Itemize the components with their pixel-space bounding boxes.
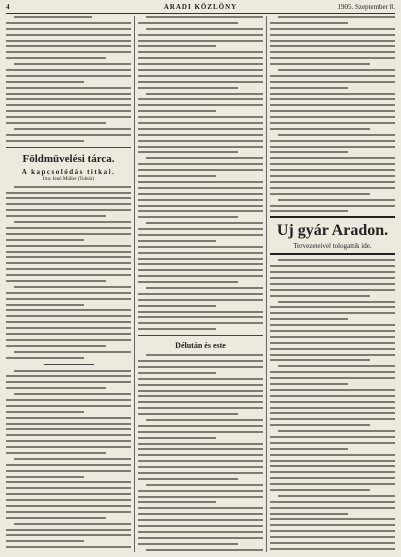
text-line: [6, 51, 131, 53]
text-line: [6, 251, 131, 253]
text-line: [138, 87, 238, 89]
text-line: [6, 339, 131, 341]
text-line: [6, 203, 131, 205]
text-line: [270, 336, 395, 338]
text-line: [6, 75, 131, 77]
text-line: [138, 22, 238, 24]
section-rule: [138, 335, 263, 336]
article-text: [138, 16, 263, 330]
text-line: [270, 330, 395, 332]
text-line: [6, 440, 131, 442]
section-subtitle: A kapcsolódás titkai.: [21, 167, 116, 176]
text-line: [138, 252, 263, 254]
text-line: [278, 16, 395, 18]
text-line: [138, 69, 263, 71]
text-line: [6, 110, 131, 112]
text-line: [270, 489, 370, 491]
text-line: [138, 187, 263, 189]
text-line: [6, 93, 131, 95]
text-line: [270, 507, 395, 509]
text-line: [6, 529, 131, 531]
text-line: [270, 312, 395, 314]
text-line: [270, 140, 395, 142]
text-line: [270, 389, 395, 391]
text-line: [138, 81, 263, 83]
text-line: [138, 146, 263, 148]
text-line: [138, 263, 263, 265]
text-line: [138, 407, 263, 409]
text-line: [270, 277, 395, 279]
text-line: [270, 128, 370, 130]
text-line: [146, 354, 263, 356]
text-line: [270, 93, 395, 95]
text-line: [270, 271, 395, 273]
text-line: [6, 104, 131, 106]
text-line: [270, 205, 395, 207]
column-separator: [266, 16, 267, 552]
text-line: [270, 542, 395, 544]
text-line: [270, 151, 348, 153]
text-line: [138, 322, 263, 324]
header-rule: [6, 13, 395, 14]
text-line: [6, 262, 131, 264]
text-line: [270, 460, 395, 462]
text-line: [6, 387, 106, 389]
text-line: [138, 40, 263, 42]
text-line: [138, 228, 263, 230]
text-line: [6, 327, 131, 329]
text-line: [270, 407, 395, 409]
text-line: [6, 57, 106, 59]
text-line: [270, 122, 395, 124]
text-line: [6, 517, 106, 519]
text-line: [270, 524, 395, 526]
text-line: [270, 193, 370, 195]
text-line: [270, 436, 395, 438]
text-line: [138, 431, 263, 433]
newspaper-title: ARADI KÖZLÖNY: [163, 3, 238, 11]
text-line: [138, 151, 238, 153]
text-line: [6, 481, 131, 483]
text-line: [6, 87, 131, 89]
text-line: [270, 548, 395, 550]
text-line: [270, 418, 395, 420]
text-line: [138, 163, 263, 165]
text-line: [138, 240, 216, 242]
text-line: [270, 454, 395, 456]
text-line: [278, 134, 395, 136]
text-line: [138, 128, 263, 130]
text-line: [270, 63, 370, 65]
text-line: [278, 199, 395, 201]
text-line: [270, 81, 395, 83]
text-line: [6, 22, 131, 24]
text-line: [146, 93, 263, 95]
text-line: [138, 104, 263, 106]
text-line: [6, 511, 131, 513]
text-line: [138, 360, 263, 362]
text-line: [270, 412, 395, 414]
text-line: [6, 505, 131, 507]
text-line: [6, 292, 131, 294]
text-line: [138, 378, 263, 380]
section-heading: Délután és este: [175, 341, 226, 351]
text-line: [6, 256, 131, 258]
section-rule: [6, 147, 131, 148]
running-head: [6, 3, 395, 13]
text-line: [6, 381, 131, 383]
text-line: [138, 299, 263, 301]
text-line: [270, 51, 395, 53]
text-line: [138, 110, 216, 112]
text-line: [6, 215, 106, 217]
text-line: [146, 287, 263, 289]
text-line: [6, 122, 106, 124]
text-line: [146, 16, 263, 18]
text-line: [138, 454, 263, 456]
text-line: [14, 186, 131, 188]
text-line: [138, 425, 263, 427]
text-line: [270, 40, 395, 42]
text-line: [14, 286, 131, 288]
text-line: [6, 333, 131, 335]
text-line: [6, 470, 131, 472]
text-line: [270, 34, 395, 36]
text-line: [270, 465, 395, 467]
text-line: [138, 216, 238, 218]
text-line: [138, 531, 263, 533]
text-line: [6, 315, 131, 317]
text-line: [138, 140, 263, 142]
text-line: [270, 483, 395, 485]
text-line: [6, 417, 131, 419]
text-line: [6, 140, 84, 142]
text-line: [270, 348, 395, 350]
text-line: [270, 157, 395, 159]
text-line: [6, 69, 131, 71]
text-line: [6, 434, 131, 436]
text-line: [14, 351, 131, 353]
text-line: [6, 375, 131, 377]
text-line: [138, 372, 216, 374]
text-line: [270, 518, 395, 520]
text-line: [270, 513, 348, 515]
text-line: [6, 493, 131, 495]
text-line: [14, 16, 92, 18]
text-line: [6, 197, 131, 199]
text-line: [14, 63, 131, 65]
text-line: [6, 546, 131, 548]
text-line: [14, 370, 131, 372]
text-line: [6, 464, 131, 466]
text-line: [270, 442, 395, 444]
text-line: [138, 98, 263, 100]
text-line: [270, 181, 395, 183]
column-1: [6, 16, 131, 552]
column-2: [138, 16, 263, 552]
text-line: [270, 324, 395, 326]
text-line: [138, 34, 263, 36]
text-line: [146, 28, 263, 30]
text-line: [146, 157, 263, 159]
text-line: [138, 507, 263, 509]
text-line: [6, 357, 84, 359]
text-line: [146, 484, 263, 486]
text-line: [270, 169, 395, 171]
text-line: [138, 193, 263, 195]
text-line: [6, 192, 131, 194]
text-line: [14, 523, 131, 525]
article-text: [6, 370, 131, 552]
text-line: [138, 537, 263, 539]
text-line: [270, 471, 395, 473]
text-line: [6, 446, 131, 448]
text-line: [138, 134, 263, 136]
text-line: [138, 448, 263, 450]
text-line: [270, 536, 395, 538]
text-line: [6, 309, 131, 311]
text-line: [6, 227, 131, 229]
text-line: [138, 63, 263, 65]
text-line: [270, 116, 395, 118]
text-line: [138, 45, 216, 47]
text-line: [138, 316, 263, 318]
text-line: [138, 466, 263, 468]
text-line: [138, 175, 216, 177]
text-line: [278, 69, 395, 71]
text-line: [138, 311, 263, 313]
article-text: [270, 16, 395, 212]
article-text: [270, 259, 395, 552]
text-line: [270, 448, 348, 450]
text-line: [278, 259, 395, 261]
section-title: Földmüvelési tárca.: [22, 152, 115, 165]
text-line: [138, 281, 238, 283]
text-line: [270, 377, 395, 379]
text-line: [270, 57, 395, 59]
text-line: [6, 476, 84, 478]
text-line: [138, 443, 263, 445]
text-line: [6, 534, 131, 536]
text-line: [270, 104, 395, 106]
text-line: [138, 513, 263, 515]
article-text: [6, 16, 131, 142]
text-line: [138, 543, 238, 545]
text-line: [6, 233, 131, 235]
text-line: [270, 22, 348, 24]
text-line: [138, 460, 263, 462]
text-line: [138, 199, 263, 201]
text-line: [138, 519, 263, 521]
text-line: [6, 405, 131, 407]
text-line: [6, 209, 131, 211]
text-line: [270, 163, 395, 165]
byline: Irta: Jenő Müller (Tolnár): [42, 176, 95, 182]
text-line: [270, 175, 395, 177]
text-line: [270, 289, 395, 291]
column-3: [270, 16, 395, 552]
text-line: [270, 359, 370, 361]
text-line: [6, 499, 131, 501]
text-line: [14, 221, 131, 223]
text-line: [138, 401, 263, 403]
text-line: [270, 383, 348, 385]
text-line: [6, 280, 106, 282]
text-line: [270, 342, 395, 344]
text-line: [138, 413, 238, 415]
text-line: [138, 501, 216, 503]
text-line: [6, 45, 131, 47]
text-line: [278, 301, 395, 303]
text-line: [6, 239, 84, 241]
text-line: [6, 34, 131, 36]
text-line: [146, 419, 263, 421]
text-line: [270, 75, 395, 77]
text-line: [270, 98, 395, 100]
text-line: [138, 116, 263, 118]
text-line: [138, 246, 263, 248]
text-line: [6, 399, 131, 401]
text-line: [138, 75, 263, 77]
text-line: [138, 384, 263, 386]
text-line: [270, 401, 395, 403]
text-line: [14, 458, 131, 460]
text-line: [278, 495, 395, 497]
text-line: [138, 234, 263, 236]
text-line: [6, 428, 131, 430]
text-line: [138, 181, 263, 183]
column-separator: [134, 16, 135, 552]
text-line: [270, 477, 395, 479]
text-line: [138, 496, 263, 498]
text-line: [138, 305, 216, 307]
text-line: [138, 390, 263, 392]
text-line: [270, 354, 395, 356]
text-line: [270, 371, 395, 373]
text-line: [270, 187, 395, 189]
text-line: [270, 210, 348, 212]
text-line: [6, 304, 84, 306]
article-text: [138, 354, 263, 552]
separator-rule: [44, 364, 94, 365]
text-line: [6, 423, 131, 425]
text-line: [270, 45, 395, 47]
text-line: [270, 110, 395, 112]
announcement-subtitle: Tervezeteivel tologattik ide.: [293, 242, 372, 251]
text-line: [270, 530, 395, 532]
text-line: [270, 501, 395, 503]
text-line: [278, 430, 395, 432]
text-line: [270, 395, 395, 397]
text-line: [270, 306, 395, 308]
text-line: [138, 51, 263, 53]
text-line: [6, 321, 131, 323]
text-line: [6, 81, 84, 83]
text-line: [138, 525, 263, 527]
text-line: [270, 283, 395, 285]
text-line: [138, 122, 263, 124]
text-line: [6, 411, 84, 413]
text-line: [138, 57, 263, 59]
text-line: [270, 87, 348, 89]
text-line: [6, 540, 84, 542]
text-line: [6, 28, 131, 30]
text-line: [6, 134, 131, 136]
page-number: 4: [6, 3, 10, 11]
text-line: [270, 424, 370, 426]
text-line: [138, 478, 238, 480]
text-line: [138, 210, 263, 212]
text-line: [138, 490, 263, 492]
text-line: [278, 365, 395, 367]
text-line: [6, 298, 131, 300]
text-line: [6, 487, 131, 489]
text-line: [6, 98, 131, 100]
text-line: [146, 222, 263, 224]
text-line: [6, 116, 131, 118]
text-line: [138, 328, 216, 330]
text-line: [14, 393, 131, 395]
announcement-title: Uj gyár Aradon.: [276, 222, 389, 240]
text-line: [146, 549, 263, 551]
text-line: [270, 146, 395, 148]
article-text: [6, 186, 131, 359]
issue-date: 1905. Szeptember 8.: [337, 3, 395, 11]
text-line: [6, 452, 106, 454]
text-line: [138, 275, 263, 277]
text-line: [138, 293, 263, 295]
text-line: [270, 28, 395, 30]
text-line: [138, 169, 263, 171]
text-line: [270, 265, 395, 267]
text-line: [14, 128, 131, 130]
text-line: [6, 245, 131, 247]
text-line: [138, 395, 263, 397]
text-line: [6, 345, 106, 347]
text-line: [138, 437, 216, 439]
text-line: [138, 472, 263, 474]
text-line: [270, 295, 370, 297]
text-line: [6, 268, 131, 270]
text-line: [6, 274, 131, 276]
text-line: [138, 269, 263, 271]
text-line: [138, 205, 263, 207]
text-line: [138, 366, 263, 368]
text-line: [6, 40, 131, 42]
announcement-box: [270, 216, 395, 255]
text-line: [270, 318, 348, 320]
text-line: [138, 258, 263, 260]
